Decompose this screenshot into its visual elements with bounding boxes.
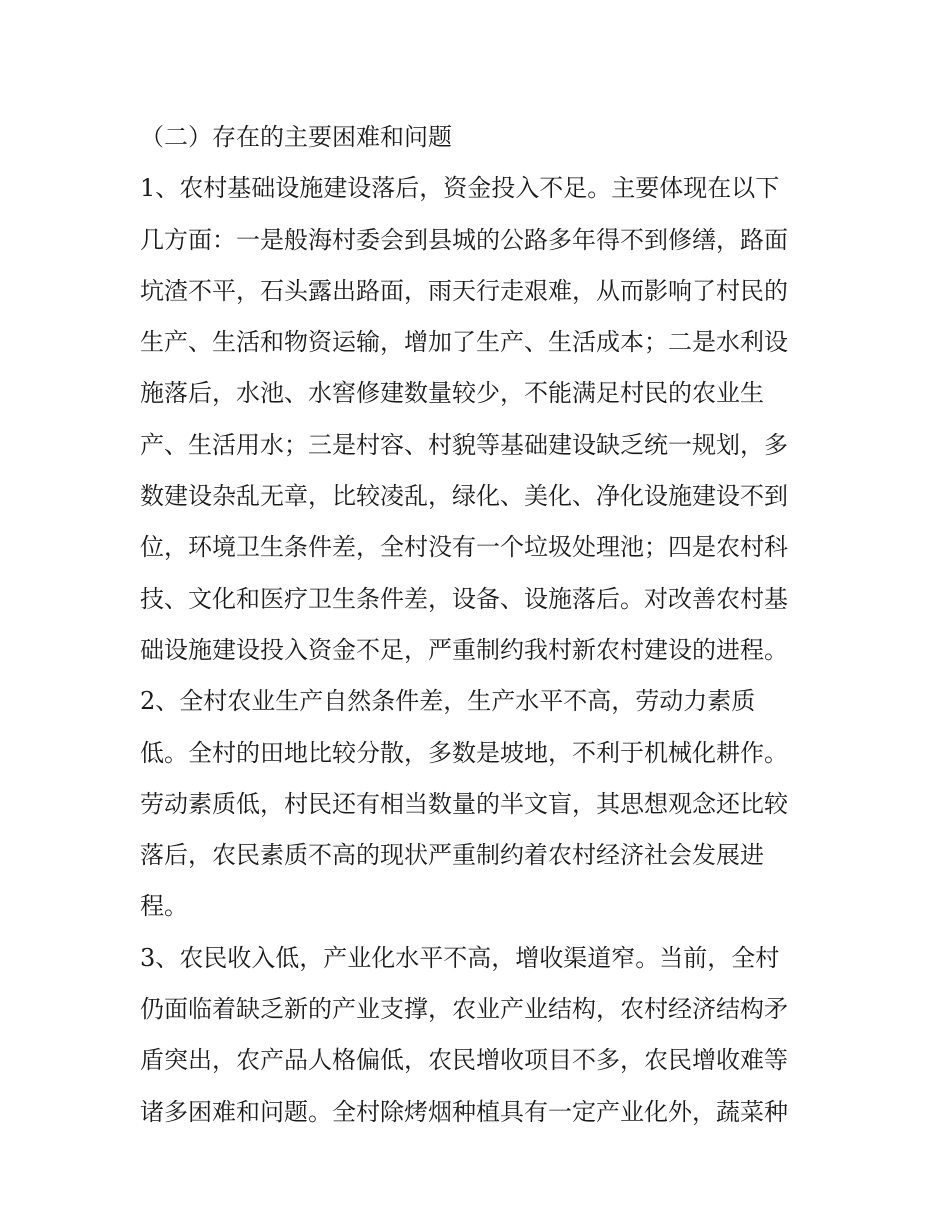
text-line: 础设施建设投入资金不足，严重制约我村新农村建设的进程。	[140, 635, 788, 664]
text-line: 位，环境卫生条件差，全村没有一个垃圾处理池；四是农村科	[140, 533, 788, 562]
text-line: 坑渣不平，石头露出路面，雨天行走艰难，从而影响了村民的	[140, 276, 788, 305]
text-line: 1、农村基础设施建设落后，资金投入不足。主要体现在以下	[140, 174, 780, 203]
text-line: 仍面临着缺乏新的产业支撑，农业产业结构，农村经济结构矛	[140, 995, 788, 1024]
text-line: 落后，农民素质不高的现状严重制约着农村经济社会发展进	[140, 841, 764, 870]
text-line: 生产、生活和物资运输，增加了生产、生活成本；二是水利设	[140, 328, 788, 357]
text-line: 诸多困难和问题。全村除烤烟种植具有一定产业化外，蔬菜种	[140, 1097, 788, 1126]
text-line: 2、全村农业生产自然条件差，生产水平不高，劳动力素质	[140, 687, 756, 716]
text-line: 3、农民收入低，产业化水平不高，增收渠道窄。当前，全村	[140, 943, 780, 972]
text-line: 盾突出，农产品人格偏低，农民增收项目不多，农民增收难等	[140, 1046, 788, 1075]
text-line: 低。全村的田地比较分散，多数是坡地，不利于机械化耕作。	[140, 738, 788, 767]
text-line: 程。	[140, 892, 188, 921]
text-line: 劳动素质低，村民还有相当数量的半文盲，其思想观念还比较	[140, 789, 788, 818]
section-heading: （二）存在的主要困难和问题	[140, 123, 452, 151]
text-line: 技、文化和医疗卫生条件差，设备、设施落后。对改善农村基	[140, 584, 788, 613]
text-line: 几方面：一是般海村委会到县城的公路多年得不到修缮，路面	[140, 225, 788, 254]
document-body	[140, 112, 820, 1138]
text-line: 产、生活用水；三是村容、村貌等基础建设缺乏统一规划，多	[140, 430, 788, 459]
text-line: 数建设杂乱无章，比较凌乱，绿化、美化、净化设施建设不到	[140, 482, 788, 511]
text-line: 施落后，水池、水窖修建数量较少，不能满足村民的农业生	[140, 379, 764, 408]
